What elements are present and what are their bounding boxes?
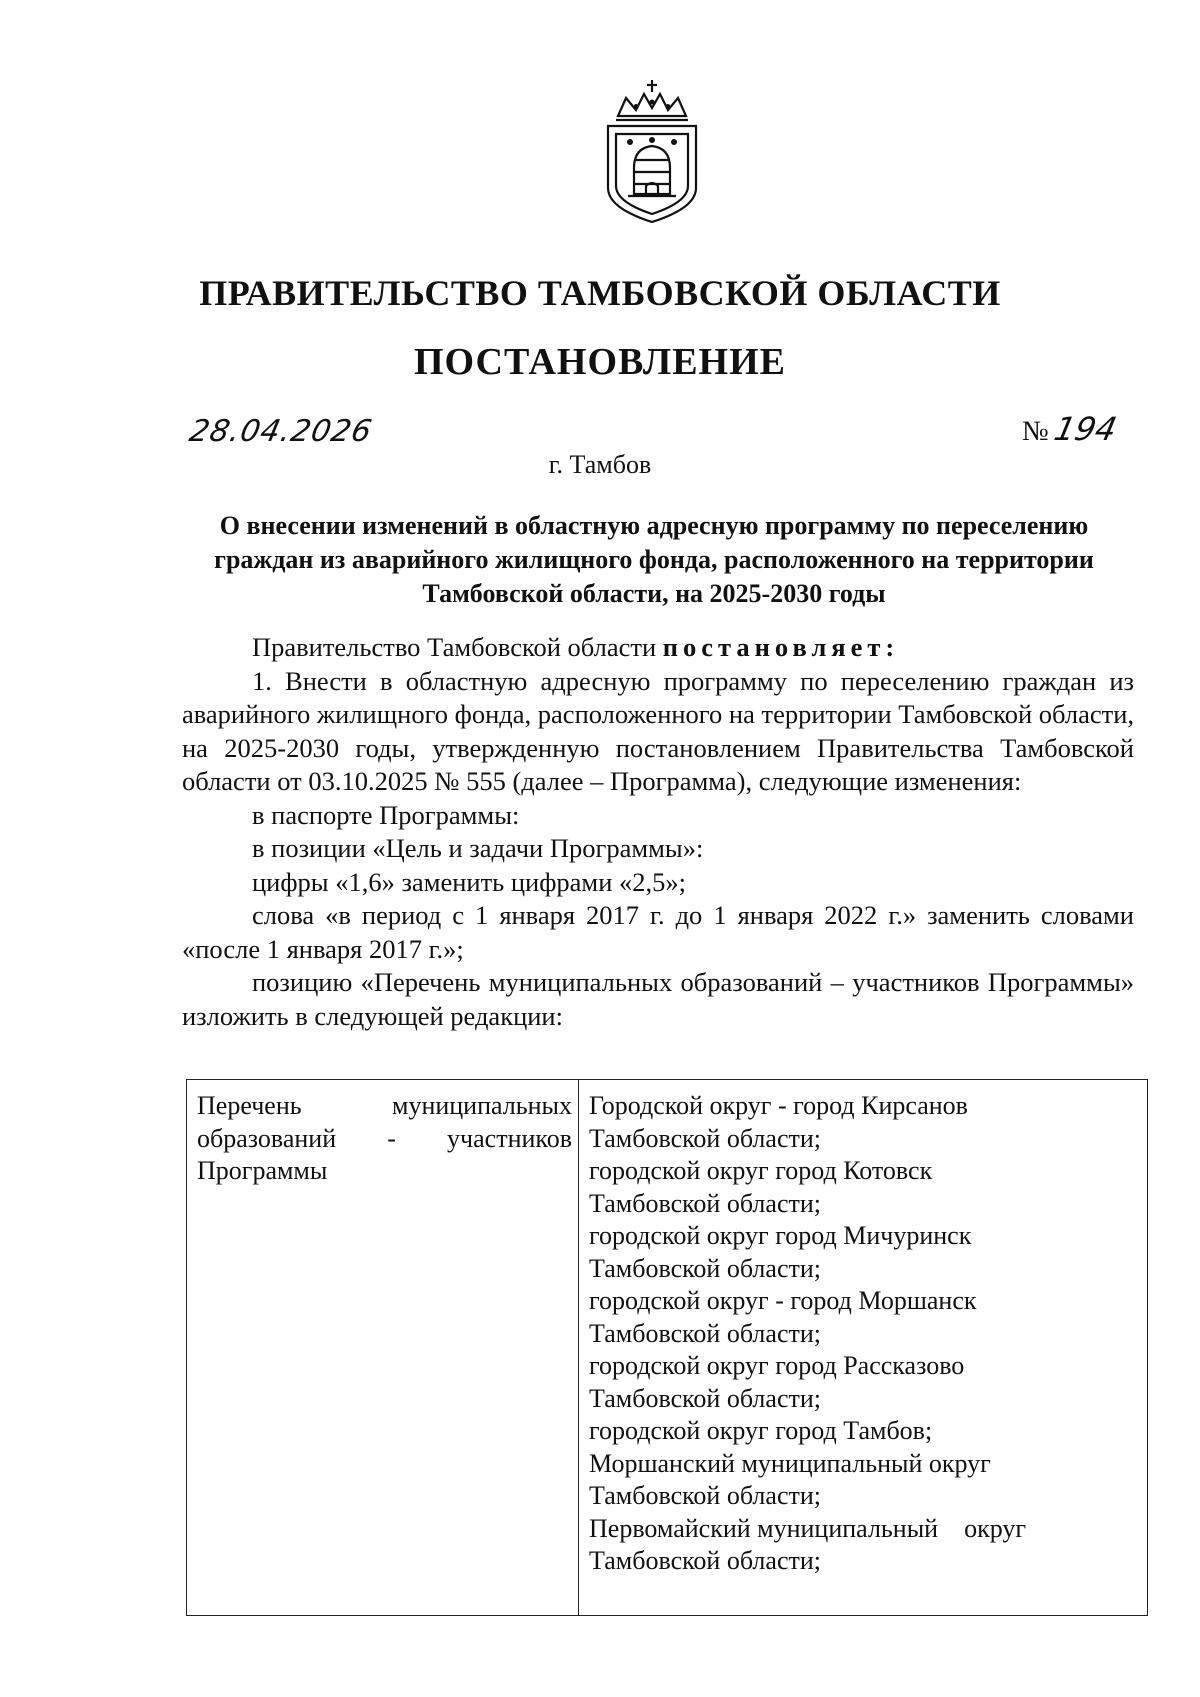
document-type-title: ПОСТАНОВЛЕНИЕ	[413, 341, 787, 383]
paragraph-figures: цифры «1,6» заменить цифрами «2,5»;	[252, 866, 686, 897]
list-item: Тамбовской области;	[589, 1123, 821, 1153]
document-body	[182, 631, 1134, 1033]
decree-lead: Правительство Тамбовской области	[252, 632, 663, 662]
coat-of-arms-emblem	[596, 76, 708, 224]
decree-word: постановляет:	[662, 632, 900, 662]
list-item: Тамбовской области;	[589, 1546, 821, 1575]
list-item: Первомайский муниципальный округ	[589, 1513, 1027, 1543]
table-row	[187, 1080, 1148, 1616]
list-item: Тамбовской области;	[589, 1318, 821, 1348]
paragraph-passport: в паспорте Программы:	[252, 799, 520, 830]
decree-line	[182, 631, 1134, 665]
list-item: Тамбовской области;	[589, 1188, 821, 1218]
list-item: Тамбовской области;	[589, 1383, 821, 1413]
list-item: городской округ город Котовск	[589, 1156, 933, 1185]
handwritten-number: 194	[1050, 410, 1120, 448]
paragraph-goals-position: в позиции «Цель и задачи Программы»:	[252, 833, 704, 863]
list-item: городской округ город Мичуринск	[589, 1221, 972, 1250]
list-item: городской округ город Рассказово	[589, 1351, 965, 1380]
government-title: ПРАВИТЕЛЬСТВО ТАМБОВСКОЙ ОБЛАСТИ	[199, 273, 1001, 313]
program-participants-table	[186, 1079, 1148, 1616]
handwritten-date: 28.04.2026	[186, 414, 376, 449]
document-subject: О внесении изменений в областную адресную программу по переселению граждан из аварийного жилищного фонда, расположенного на территории Тамбовской области, на 2025-2030 годы	[214, 511, 1094, 608]
list-item: городской округ город Тамбов;	[589, 1416, 933, 1445]
list-item: Городской округ - город Кирсанов	[589, 1091, 968, 1120]
document-number	[1022, 410, 1120, 448]
paragraph-position-list: позицию «Перечень муниципальных образований – участников Программы» изложить в следующей редакции:	[182, 967, 1134, 1031]
list-item: городской округ - город Моршанск	[589, 1286, 977, 1315]
paragraph-amendment: 1. Внести в областную адресную программу по переселению граждан из аварийного жилищного фонда, расположенного на территории Тамбовской области, на 2025-2030 годы, утвержденную постановлением Правительства Тамбовской области от 03.10.2025 № 555 (далее – Программа), следующие изменения:	[182, 665, 1134, 796]
list-item: Моршанский муниципальный округ	[589, 1448, 991, 1478]
table-values-cell	[579, 1080, 1148, 1616]
list-item: Тамбовской области;	[589, 1481, 821, 1510]
table-label-cell: Перечень муниципальных образований - участников Программы	[187, 1080, 579, 1616]
list-item: Тамбовской области;	[589, 1253, 821, 1283]
number-sign: №	[1022, 416, 1049, 447]
paragraph-words: слова «в период с 1 января 2017 г. до 1 января 2022 г.» заменить словами «после 1 января 2017 г.»;	[182, 900, 1134, 964]
city-line: г. Тамбов	[548, 450, 652, 479]
